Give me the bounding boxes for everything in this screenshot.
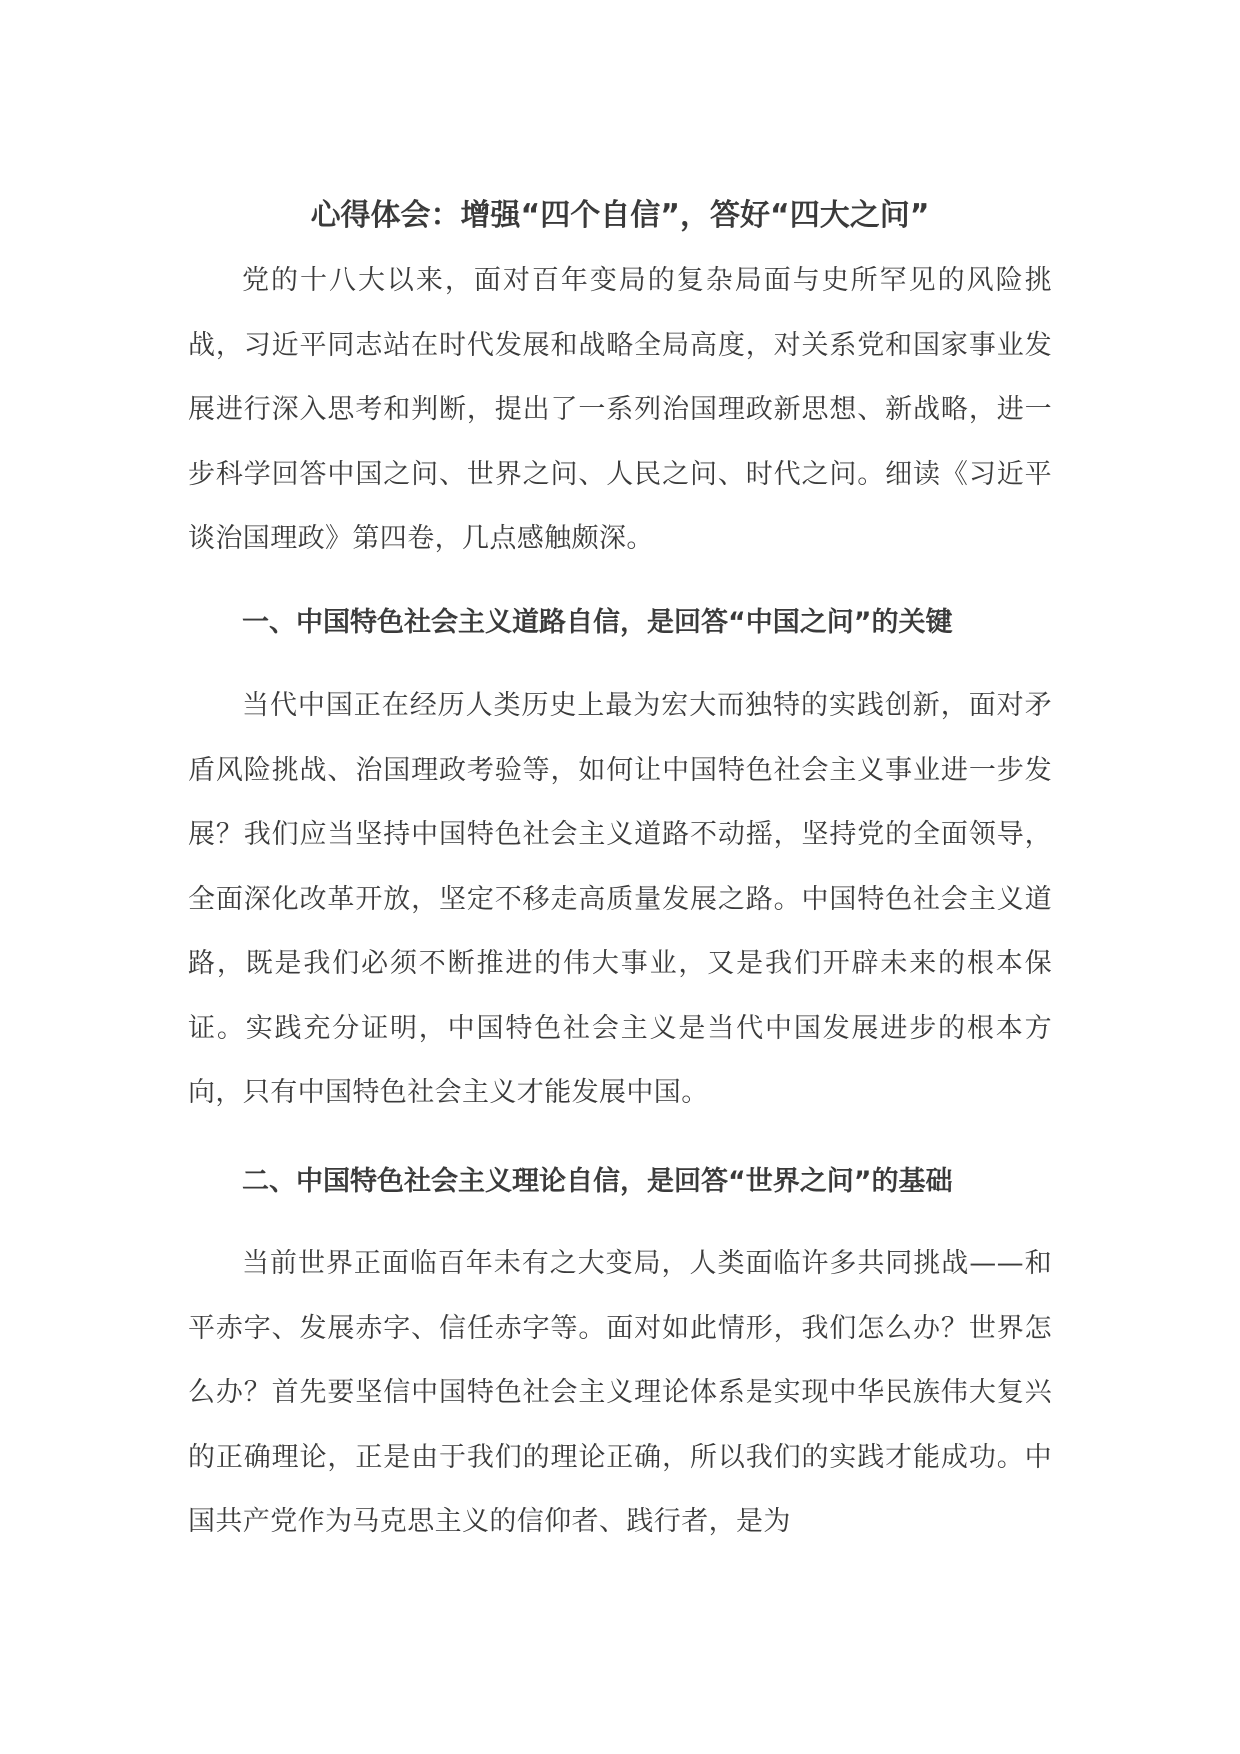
paragraph-intro: 党的十八大以来，面对百年变局的复杂局面与史所罕见的风险挑战，习近平同志站在时代发展和战略全局高度，对关系党和国家事业发展进行深入思考和判断，提出了一系列治国理政新思想、新战略，进一步科学回答中国之问、世界之问、人民之问、时代之问。细读《习近平谈治国理政》第四卷，几点感触颇深。	[188, 265, 1052, 554]
section-heading-1: 一、中国特色社会主义道路自信，是回答“中国之问”的关键	[242, 607, 953, 638]
section-heading-2: 二、中国特色社会主义理论自信，是回答“世界之问”的基础	[242, 1166, 953, 1197]
paragraph-section-2: 当前世界正面临百年未有之大变局，人类面临许多共同挑战——和平赤字、发展赤字、信任赤字等。面对如此情形，我们怎么办？世界怎么办？首先要坚信中国特色社会主义理论体系是实现中华民族伟大复兴的正确理论，正是由于我们的理论正确，所以我们的实践才能成功。中国共产党作为马克思主义的信仰者、践行者，是为	[188, 1248, 1052, 1537]
document-title: 心得体会：增强“四个自信”，答好“四大之问”	[310, 198, 930, 234]
paragraph-section-1: 当代中国正在经历人类历史上最为宏大而独特的实践创新，面对矛盾风险挑战、治国理政考验等，如何让中国特色社会主义事业进一步发展？我们应当坚持中国特色社会主义道路不动摇，坚持党的全面领导，全面深化改革开放，坚定不移走高质量发展之路。中国特色社会主义道路，既是我们必须不断推进的伟大事业，又是我们开辟未来的根本保证。实践充分证明，中国特色社会主义是当代中国发展进步的根本方向，只有中国特色社会主义才能发展中国。	[188, 690, 1052, 1108]
